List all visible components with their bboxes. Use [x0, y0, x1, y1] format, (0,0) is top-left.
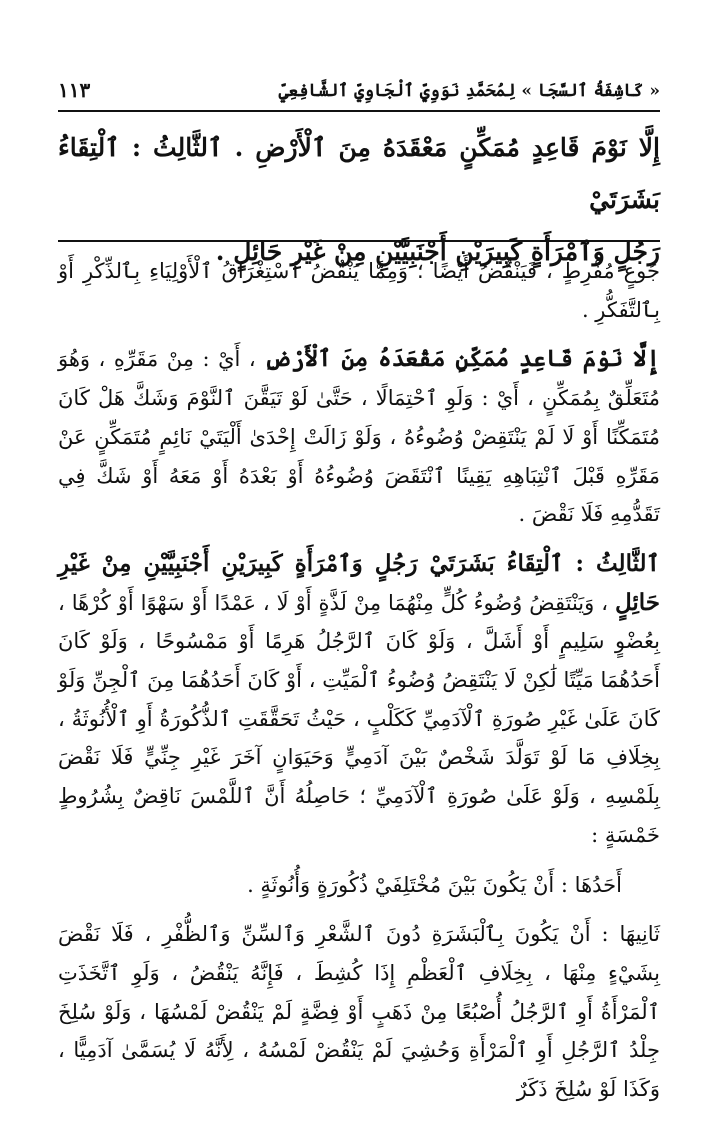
matn-line: إِلَّا نَوْمَ قَاعِدٍ مُمَكِّنٍ مَعْقَدَهُ مِنَ ٱلْأَرْضِ . ٱلثَّالِثُ : ٱلْتِقَاءُ بَشَرَتَيْ: [58, 133, 660, 214]
page-number: ١١٣: [58, 78, 91, 102]
matn-line: رَجُلٍ وَٱمْرَأَةٍ كَبِيرَيْنِ أَجْنَبِيَّيْنِ مِنْ غَيْرِ حَائِلٍ .: [215, 237, 660, 266]
commentary-paragraph: جُوعٍ مُفْرِطٍ ، فَيَنْقُضُ أَيْضًا ؛ وَمِمَّا يَنْقُضُ ٱسْتِغْرَاقُ ٱلْأَوْلِيَاءِ بِٱلذِّكْرِ أَوْ بِٱلتَّفَكُّرِ .: [58, 259, 660, 322]
running-title: « كَاشِفَةُ ٱلسَّجَا » لِمُحَمَّدِ نَوَوِيٍّ ٱلْجَاوِيِّ ٱلشَّافِعِيِّ: [278, 80, 660, 101]
separator-rule: [58, 240, 660, 242]
quoted-matn: ٱلثَّالِثُ : ٱلْتِقَاءُ بَشَرَتَيْ رَجُلٍ وَٱمْرَأَةٍ كَبِيرَيْنِ أَجْنَبِيَّيْنِ مِنْ غَيْرِ حَائِلٍ: [58, 549, 660, 616]
commentary-paragraph: [58, 545, 660, 855]
page-header: [58, 70, 660, 110]
quoted-matn: إِلَّا نَوْمَ قَاعِدٍ مُمَكِّنٍ مَقْعَدَهُ مِنَ ٱلْأَرْضِ: [264, 345, 660, 373]
commentary-text-block: [58, 252, 660, 1109]
commentary-paragraph: [58, 340, 660, 534]
header-rule: [58, 110, 660, 112]
commentary-paragraph: أَحَدُهَا : أَنْ يَكُونَ بَيْنَ مُخْتَلِفَيْ ذُكُورَةٍ وَأُنُوثَةٍ .: [247, 872, 622, 897]
commentary-text: ، وَيَنْتَقِضُ وُضُوءُ كُلٍّ مِنْهُمَا مِنْ لَذَّةٍ أَوْ لَا ، عَمْدًا أَوْ سَهْوًا أَوْ كُرْهًا ، بِعُضْوٍ سَلِيمٍ أَوْ أَشَلَّ ، وَلَوْ كَانَ ٱلرَّجُلُ هَرِمًا أَوْ مَمْسُوحًا ، وَلَوْ كَانَ أَحَدُهُمَا مَيِّتًا لَٰكِنْ لَا يَنْتَقِضُ وُضُوءُ ٱلْمَيِّتِ ، أَوْ كَانَ أَحَدُهُمَا مِنَ ٱلْجِنِّ وَلَوْ كَانَ عَلَىٰ غَيْرِ صُورَةِ ٱلْآدَمِيِّ كَكَلْبٍ ، حَيْثُ تَحَقَّقَتِ ٱلذُّكُورَةُ أَوِ ٱلْأُنُوثَةُ ، بِخِلَافِ مَا لَوْ تَوَلَّدَ شَخْصٌ بَيْنَ آدَمِيٍّ وَحَيَوَانٍ آخَرَ غَيْرِ جِنِّيٍّ فَلَا نَقْضَ بِلَمْسِهِ ، وَلَوْ عَلَىٰ صُورَةِ ٱلْآدَمِيِّ ؛ حَاصِلُهُ أَنَّ ٱللَّمْسَ نَاقِضٌ بِشُرُوطٍ خَمْسَةٍ :: [58, 590, 660, 847]
commentary-paragraph: ثَانِيهَا : أَنْ يَكُونَ بِٱلْبَشَرَةِ دُونَ ٱلشَّعْرِ وَٱلسِّنِّ وَٱلظُّفْرِ ، فَلَا نَقْضَ بِشَيْءٍ مِنْهَا ، بِخِلَافِ ٱلْعَظْمِ إِذَا كُشِطَ ، فَإِنَّهُ يَنْقُضُ ، وَلَوِ ٱتَّخَذَتِ ٱلْمَرْأَةُ أَوِ ٱلرَّجُلُ أُصْبُعًا مِنْ ذَهَبٍ أَوْ فِضَّةٍ لَمْ يَنْقُضْ لَمْسُهَا ، وَلَوْ سُلِخَ جِلْدُ ٱلرَّجُلِ أَوِ ٱلْمَرْأَةِ وَحُشِيَ لَمْ يَنْقُضْ لَمْسُهُ ، لِأَنَّهُ لَا يُسَمَّىٰ آدَمِيًّا ، وَكَذَا لَوْ سُلِخَ ذَكَرٌ: [58, 922, 660, 1102]
commentary-text: ، أَيْ : مِنْ مَقَرِّهِ ، وَهُوَ مُتَعَلِّقٌ بِمُمَكِّنٍ ، أَيْ : وَلَوِ ٱحْتِمَالًا ، حَتَّىٰ لَوْ تَيَقَّنَ ٱلنَّوْمَ وَشَكَّ هَلْ كَانَ مُتَمَكِّنًا أَوْ لَا لَمْ يَنْتَقِضْ وُضُوءُهُ ، وَلَوْ زَالَتْ إِحْدَىٰ أَلْيَتَيْ نَائِمٍ مُتَمَكِّنٍ عَنْ مَقَرِّهِ قَبْلَ ٱنْتِبَاهِهِ يَقِينًا ٱنْتَقَضَ وُضُوءُهُ أَوْ بَعْدَهُ أَوْ مَعَهُ أَوْ شَكَّ فِي تَقَدُّمِهِ فَلَا نَقْضَ .: [58, 347, 660, 527]
